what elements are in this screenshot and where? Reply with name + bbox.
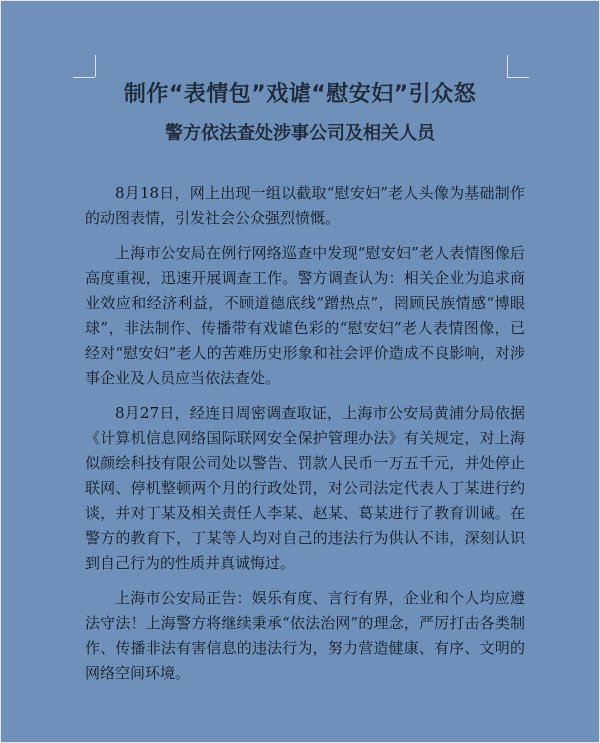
article-header [1,79,599,147]
crop-mark [73,77,95,78]
article-body [85,181,525,696]
paragraph: 8月27日，经连日周密调查取证，上海市公安局黄浦分局依据《计算机信息网络国际联网安全保护管理办法》有关规定，对上海似颜绘科技有限公司处以警告、罚款人民币一万五千元，并处停止联网、停机整顿两个月的行政处罚，对公司法定代表人丁某进行约谈，并对丁某及相关责任人李某、赵某、葛某进行了教育训诫。在警方的教育下，丁某等人均对自己的违法行为供认不讳，深刻认识到自己行为的性质并真诚悔过。 [85,404,525,572]
crop-mark [95,55,96,77]
paragraph: 8月18日，网上出现一组以截取“慰安妇”老人头像为基础制作的动图表情，引发社会公众强烈愤慨。 [85,184,525,227]
crop-mark [507,55,508,77]
article-title: 制作“表情包”戏谑“慰安妇”引众怒 [123,82,477,107]
paragraph: 上海市公安局正告：娱乐有度、言行有界，企业和个人均应遵法守法！上海警方将继续秉承“依法治网”的理念，严厉打击各类制作、传播非法有害信息的违法行为，努力营造健康、有序、文明的网络空间环境。 [85,589,525,682]
article-subtitle: 警方依法查处涉事公司及相关人员 [165,123,435,144]
crop-mark [507,77,529,78]
paragraph: 上海市公安局在例行网络巡查中发现“慰安妇”老人表情图像后高度重视，迅速开展调查工作。警方调查认为：相关企业为追求商业效应和经济利益，不顾道德底线“蹭热点”，罔顾民族情感“博眼球”，非法制作、传播带有戏谑色彩的“慰安妇”老人表情图像，已经对“慰安妇”老人的苦难历史形象和社会评价造成不良影响，对涉事企业及人员应当依法查处。 [85,244,525,387]
